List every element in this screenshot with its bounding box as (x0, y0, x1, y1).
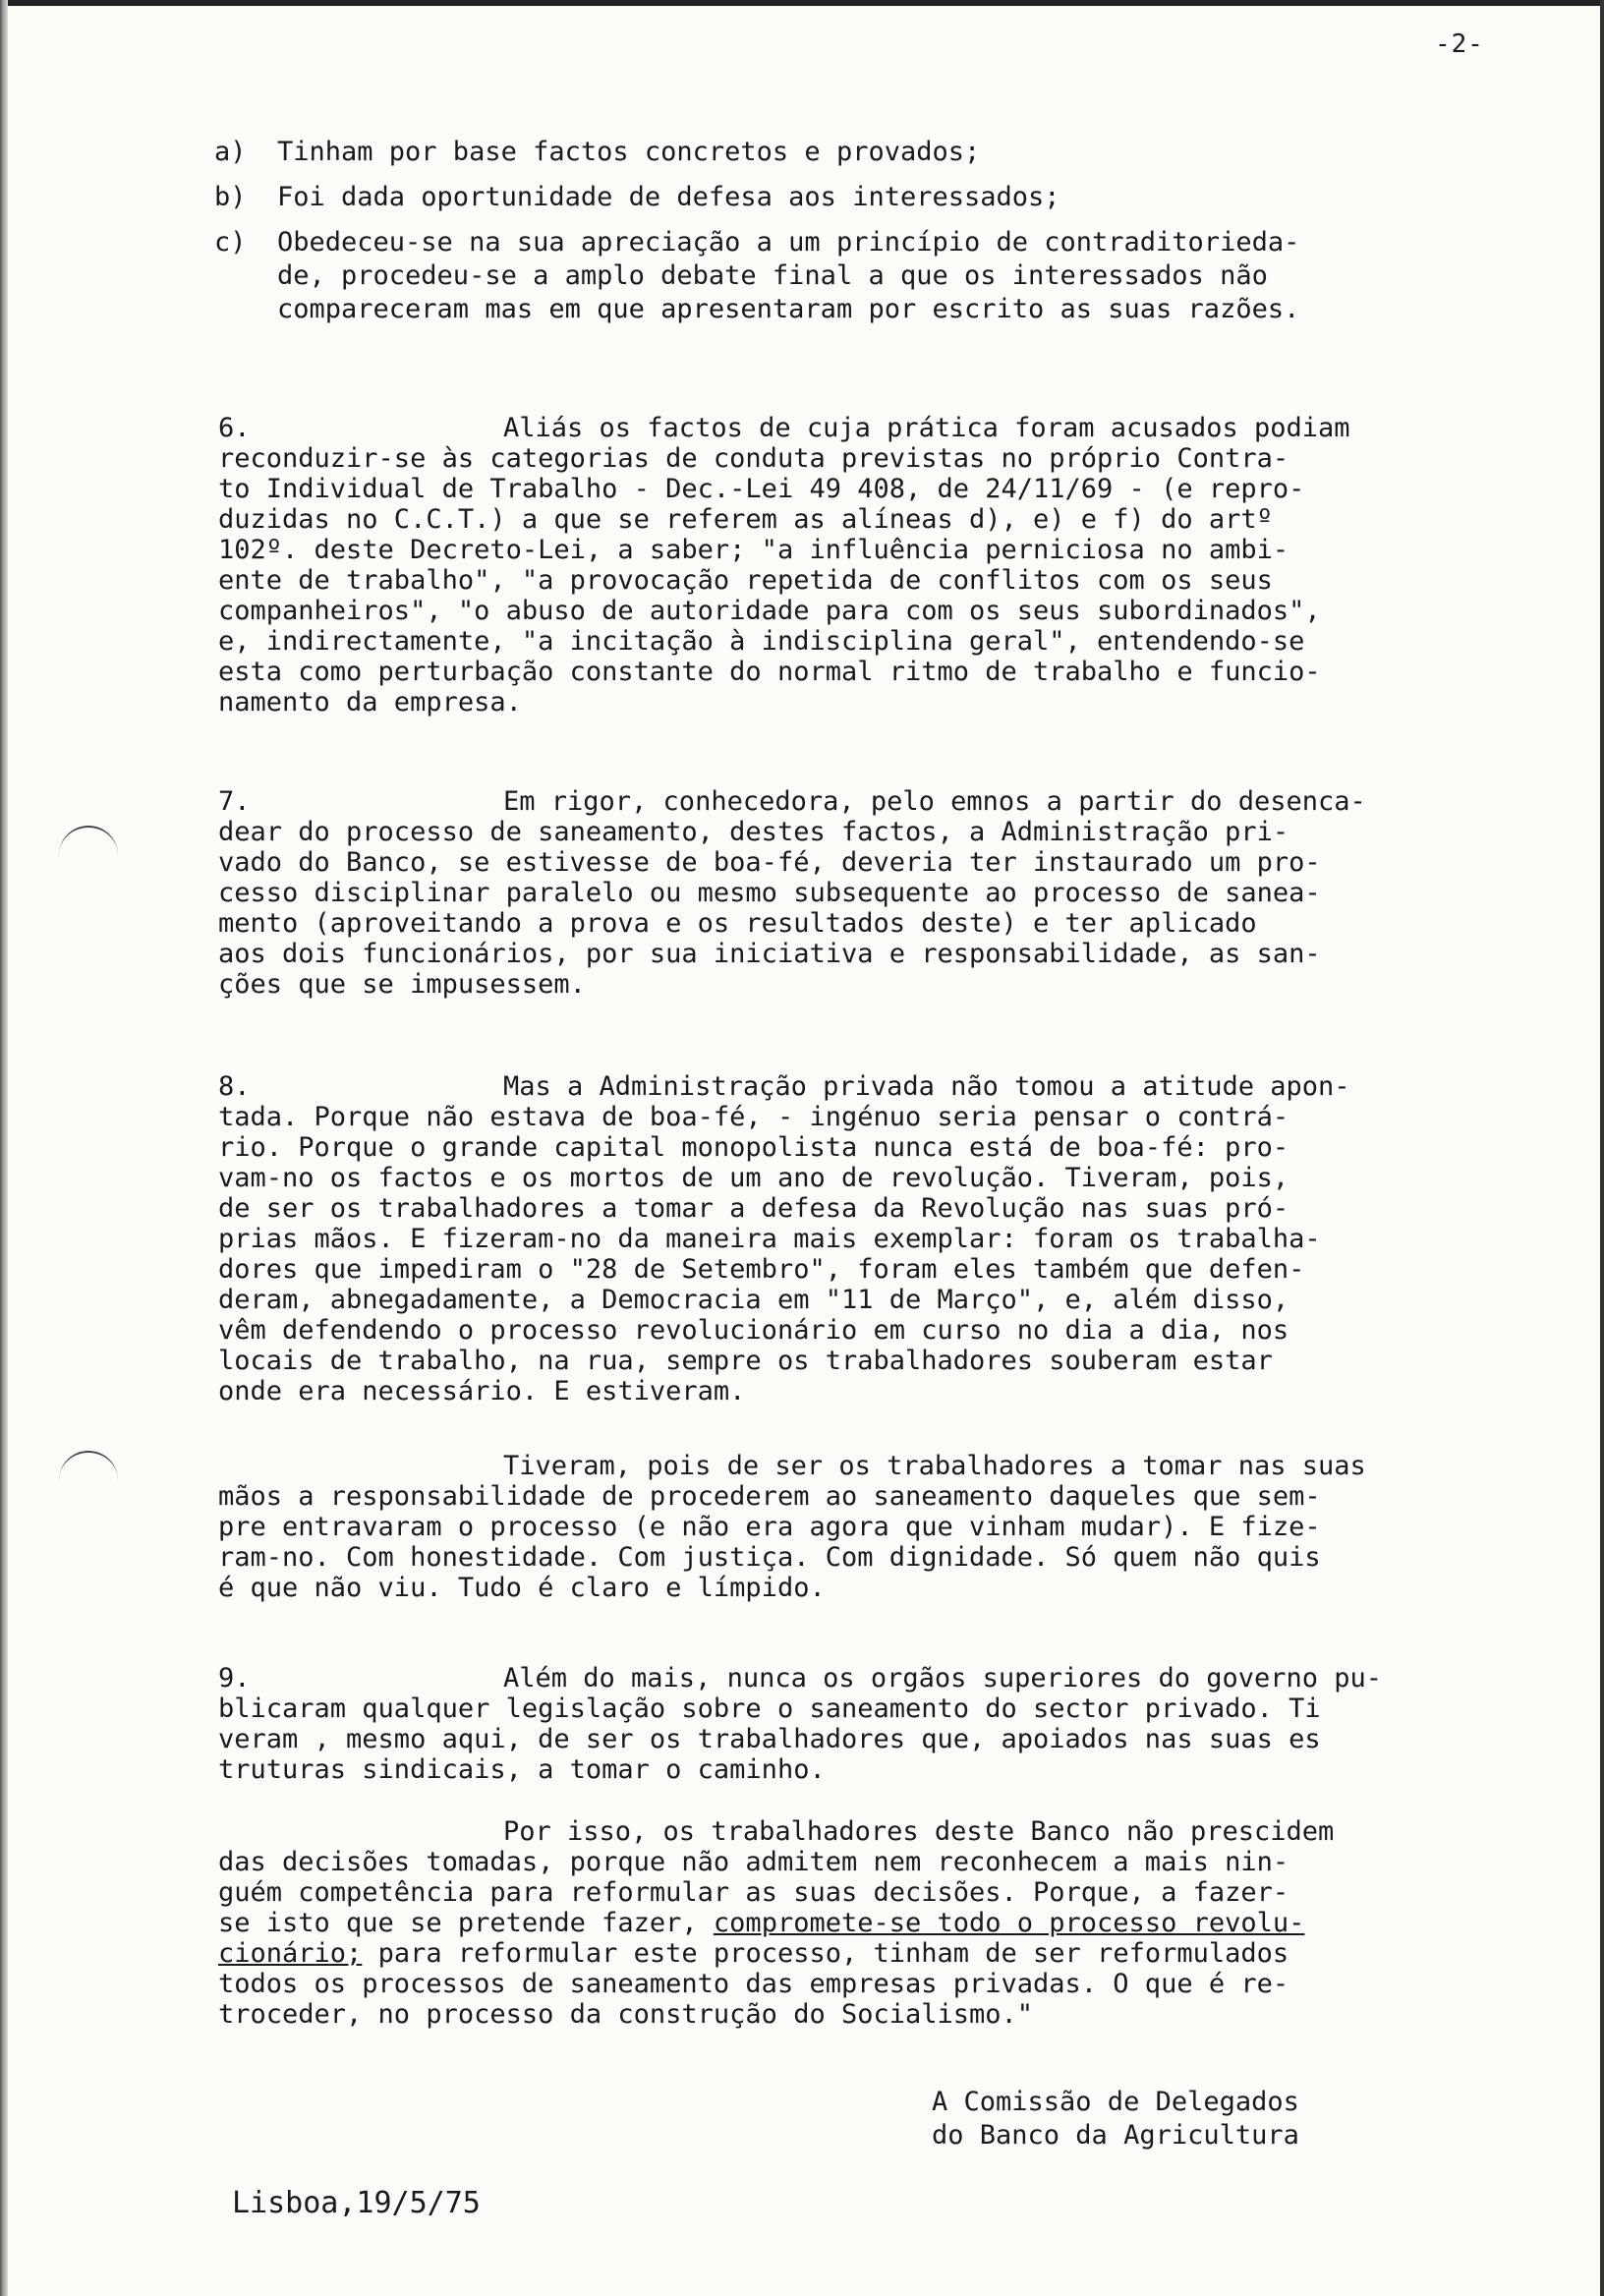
paragraph-7 (218, 786, 1594, 1000)
list-item (214, 136, 1580, 169)
place-date: Lisboa,19/5/75 (232, 2186, 481, 2220)
item-letter: b) (214, 182, 247, 212)
list-item (214, 181, 1580, 214)
underlined-phrase: compromete-se todo o processo revolu- cionário; (218, 1908, 1305, 1969)
paragraph-number: 6. (218, 413, 251, 443)
paragraph-8-continued: Tiveram, pois de ser os trabalhadores a tomar nas suas mãos a responsabilidade de procederem ao saneamento daqueles que sem- pre entravaram o processo (e não era agora que vinham mudar). E fize- ram-no. Com honestidade. Com justiça. Com dignidade. Só quem não quis é que não viu. Tudo é claro e límpido. (218, 1451, 1366, 1603)
signature-line: do Banco da Agricultura (932, 2120, 1299, 2151)
item-text: Tinham por base factos concretos e provados; (277, 137, 981, 167)
item-list (214, 136, 1580, 338)
signature-line: A Comissão de Delegados (932, 2087, 1299, 2117)
item-text: Obedeceu-se na sua apreciação a um princípio de contraditorieda- de, procedeu-se a amplo debate final a que os interessados não compareceram mas em que apresentaram por escrito as suas razões. (277, 227, 1300, 324)
paragraph-text: Em rigor, conhecedora, pelo emnos a partir do desenca- dear do processo de saneamento, destes factos, a Administração pri- vado do Banco, se estivesse de boa-fé, deveria ter instaurado um pro- cesso disciplinar paralelo ou mesmo subsequente ao processo de sanea- mento (aproveitando a prova e os resultados deste) e ter aplicado aos dois funcionários, por sua iniciativa e responsabilidade, as san- ções que se impusessem. (218, 786, 1366, 1000)
scan-left-edge (0, 0, 8, 2296)
scan-right-edge (1600, 0, 1604, 2296)
item-letter: a) (214, 137, 247, 167)
paragraph-text: Além do mais, nunca os orgãos superiores do governo pu- blicaram qualquer legislação sobre o saneamento do sector privado. Ti veram , mesmo aqui, de ser os trabalhadores que, apoiados nas suas es truturas sindicais, a tomar o caminho. (218, 1663, 1383, 1785)
paragraph-9-continued (218, 1816, 1594, 2030)
paragraph-6 (218, 413, 1594, 718)
paragraph-9 (218, 1663, 1594, 1785)
paragraph-8 (218, 1071, 1594, 1406)
paragraph-text: Aliás os factos de cuja prática foram acusados podiam reconduzir-se às categorias de conduta previstas no próprio Contra- to Individual de Trabalho - Dec.-Lei 49 408, de 24/11/69 - (e repro- duzidas no C.C.T.) a que se referem as alíneas d), e) e f) do artº 102º. deste Decreto-Lei, a saber; "a influência perniciosa no ambi- ente de trabalho", "a provocação repetida de conflitos com os seus companheiros", "o abuso de autoridade para com os seus subordinados", e, indirectamente, "a incitação à indisciplina geral", entendendo-se esta como perturbação constante do normal ritmo de trabalho e funcio- namento da empresa. (218, 413, 1350, 718)
punch-hole-mark (59, 826, 118, 857)
page-number: -2- (1435, 29, 1484, 59)
paragraph-number: 7. (218, 786, 251, 817)
paragraph-text: para reformular este processo, tinham de ser reformulados todos os processos de saneamento das empresas privadas. O que é re- troceder, no processo da construção do Socialismo." (218, 1938, 1289, 2030)
paragraph-text: Mas a Administração privada não tomou a atitude apon- tada. Porque não estava de boa-fé, - ingénuo seria pensar o contrá- rio. Porque o grande capital monopolista nunca está de boa-fé: pro- vam-no os factos e os mortos de um ano de revolução. Tiveram, pois, de ser os trabalhadores a tomar a defesa da Revolução nas suas pró- prias mãos. E fizeram-no da maneira mais exemplar: foram os trabalha- dores que impediram o "28 de Setembro", foram eles também que defen- deram, abnegadamente, a Democracia em "11 de Março", e, além disso, vêm defendendo o processo revolucionário em curso no dia a dia, nos locais de trabalho, na rua, sempre os trabalhadores souberam estar onde era necessário. E estiveram. (218, 1071, 1350, 1406)
scan-top-edge (0, 0, 1604, 6)
signature-block (932, 2086, 1299, 2152)
item-letter: c) (214, 227, 247, 258)
item-text: Foi dada oportunidade de defesa aos interessados; (277, 182, 1060, 212)
punch-hole-mark (59, 1451, 118, 1482)
paragraph-number: 9. (218, 1663, 251, 1693)
paragraph-number: 8. (218, 1071, 251, 1102)
paragraph-text: Por isso, os trabalhadores deste Banco não prescidem das decisões tomadas, porque não admitem nem reconhecem a mais nin- guém competência para reformular as suas decisões. Porque, a fazer- se isto que se pretende fazer, (218, 1816, 1335, 1938)
list-item (214, 226, 1580, 326)
